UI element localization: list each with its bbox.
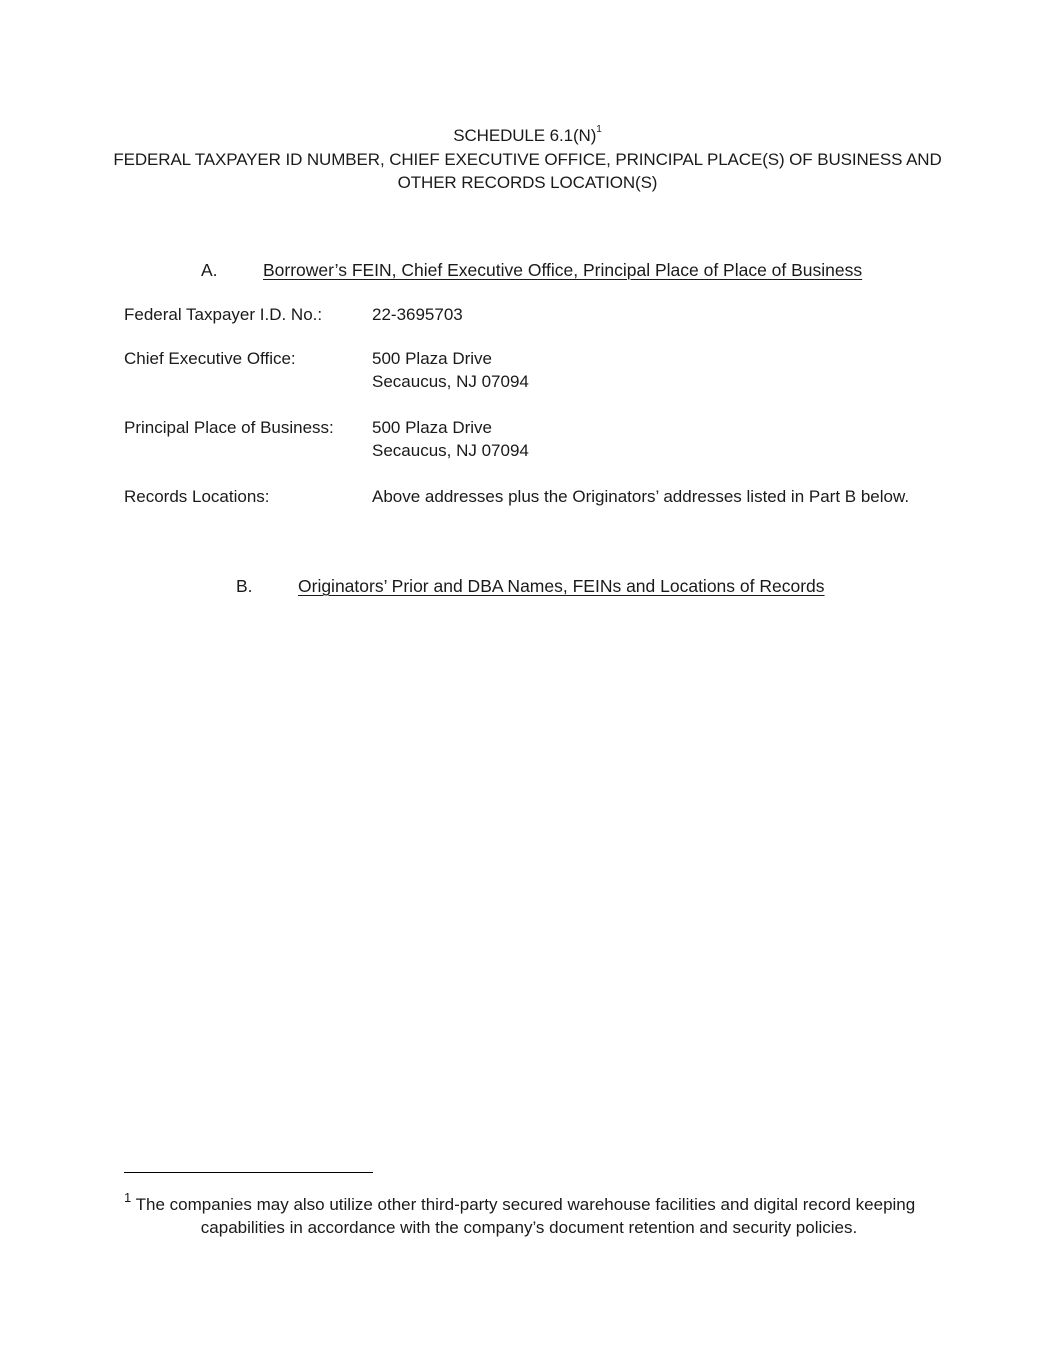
fein-value: 22-3695703 [372, 305, 463, 324]
footnote [124, 1190, 934, 1239]
footnote-text-1: The companies may also utilize other third-party secured warehouse facilities and digital record keeping [131, 1195, 916, 1214]
schedule-title [0, 124, 1055, 147]
footnote-line-2: capabilities in accordance with the company’s document retention and security policies. [200, 1218, 858, 1237]
principal-place-address-line-1: 500 Plaza Drive [372, 418, 493, 437]
principal-place-label: Principal Place of Business: [124, 418, 334, 437]
section-a-letter: A. [201, 260, 218, 280]
footnote-reference: 1 [596, 124, 602, 136]
records-locations-label: Records Locations: [124, 487, 270, 506]
ceo-address-line-2: Secaucus, NJ 07094 [372, 372, 529, 391]
header-line-3: OTHER RECORDS LOCATION(S) [397, 173, 658, 192]
footnote-line-1 [124, 1190, 934, 1216]
ceo-label: Chief Executive Office: [124, 349, 296, 368]
ceo-address-line-1: 500 Plaza Drive [372, 349, 493, 368]
principal-place-address-line-2: Secaucus, NJ 07094 [372, 441, 529, 460]
header-line-2: FEDERAL TAXPAYER ID NUMBER, CHIEF EXECUTIVE OFFICE, PRINCIPAL PLACE(S) OF BUSINESS AND [113, 150, 942, 169]
section-b-letter: B. [236, 576, 253, 596]
section-b-title: Originators’ Prior and DBA Names, FEINs and Locations of Records [298, 576, 825, 596]
records-locations-value: Above addresses plus the Originators’ addresses listed in Part B below. [372, 487, 910, 506]
fein-label: Federal Taxpayer I.D. No.: [124, 305, 323, 324]
footnote-number: 1 [124, 1190, 132, 1206]
footnote-separator [124, 1172, 373, 1173]
section-a-title: Borrower’s FEIN, Chief Executive Office, Principal Place of Place of Business [263, 260, 863, 280]
schedule-title-text: SCHEDULE 6.1(N) [453, 126, 597, 145]
